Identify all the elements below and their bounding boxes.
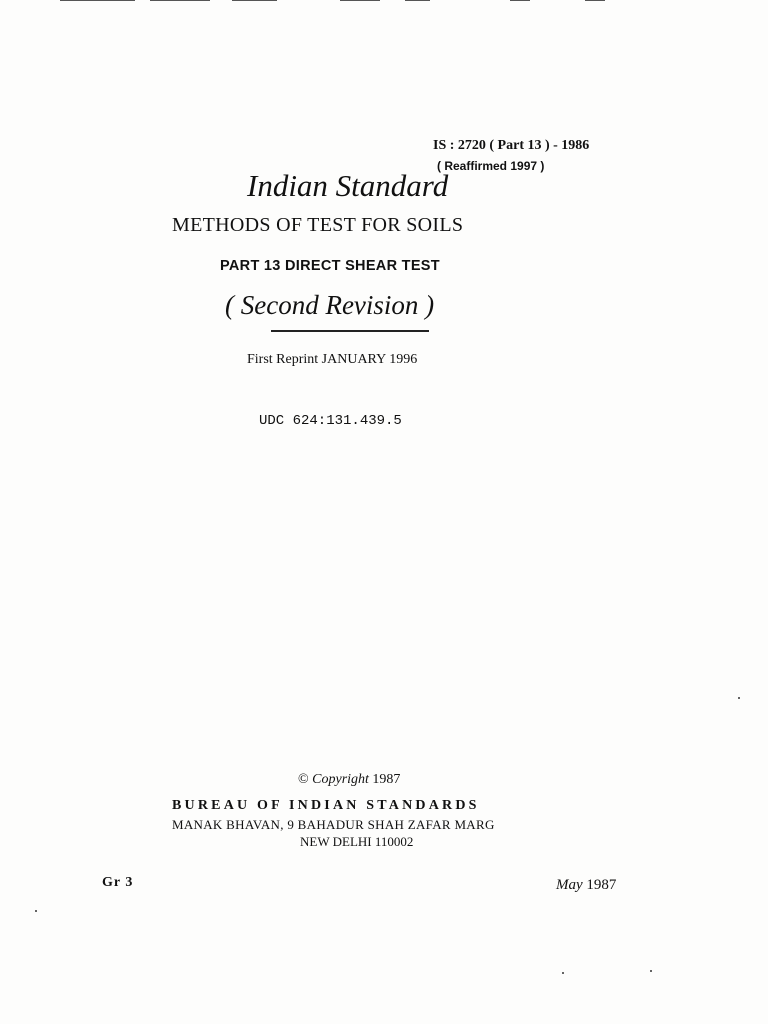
publication-date	[556, 877, 616, 894]
copyright-label: Copyright	[312, 772, 369, 787]
standard-number: IS : 2720 ( Part 13 ) - 1986	[433, 138, 590, 153]
scan-line	[150, 0, 210, 1]
copyright-line	[298, 772, 400, 788]
revision-label: ( Second Revision )	[225, 290, 435, 320]
publisher-address-line2: NEW DELHI 110002	[300, 834, 414, 849]
publisher-address-line1: MANAK BHAVAN, 9 BAHADUR SHAH ZAFAR MARG	[172, 817, 495, 832]
reprint-note: First Reprint JANUARY 1996	[247, 352, 418, 367]
reaffirmed-note: ( Reaffirmed 1997 )	[437, 159, 545, 173]
title-rule	[271, 330, 429, 332]
publication-year: 1987	[586, 877, 617, 893]
scan-line	[510, 0, 530, 1]
scan-line	[585, 0, 605, 1]
scan-speck	[35, 910, 37, 912]
copyright-year: 1987	[372, 772, 401, 787]
scan-speck	[738, 697, 740, 699]
publication-month: May	[556, 877, 583, 893]
scan-line	[405, 0, 430, 1]
document-subtitle: METHODS OF TEST FOR SOILS	[172, 214, 464, 236]
scan-line	[340, 0, 380, 1]
price-grade: Gr 3	[102, 875, 134, 890]
scan-speck	[562, 972, 564, 974]
copyright-icon: ©	[298, 772, 309, 787]
scan-speck	[650, 970, 652, 972]
scan-line	[232, 0, 277, 1]
scan-line	[60, 0, 135, 1]
publisher-name: BUREAU OF INDIAN STANDARDS	[172, 798, 480, 813]
udc-code: UDC 624:131.439.5	[259, 413, 402, 429]
part-heading: PART 13 DIRECT SHEAR TEST	[220, 258, 440, 274]
document-title: Indian Standard	[247, 168, 449, 203]
